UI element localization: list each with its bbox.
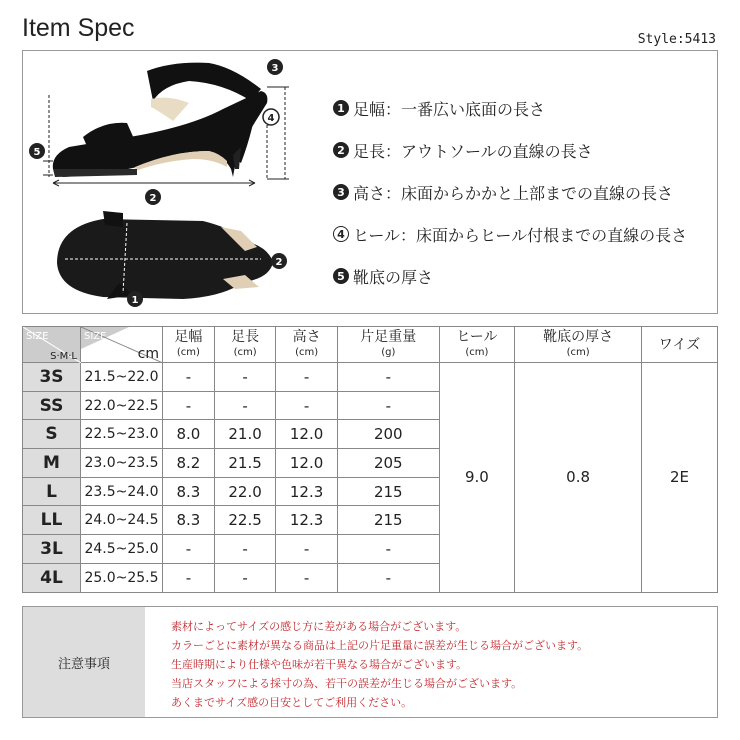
size-cell: L bbox=[23, 477, 81, 506]
marker-5-label: 5 bbox=[33, 147, 41, 158]
size-cell: 3S bbox=[23, 363, 81, 392]
size-cell: 3L bbox=[23, 535, 81, 564]
header-heel bbox=[439, 327, 514, 363]
header-foot-width bbox=[163, 327, 215, 363]
legend-number: 2 bbox=[333, 142, 349, 158]
measurement-legend bbox=[333, 87, 687, 297]
header-label: 足長 bbox=[231, 328, 260, 345]
legend-text: 靴底の厚さ bbox=[353, 267, 434, 287]
style-number: Style:5413 bbox=[637, 32, 716, 47]
legend-item bbox=[333, 129, 687, 171]
cm-range-cell: 21.5~22.0 bbox=[81, 363, 163, 392]
header-label: 足幅 bbox=[174, 328, 203, 345]
length-cell: - bbox=[214, 563, 276, 592]
height-cell: - bbox=[276, 391, 338, 420]
page-title: Item Spec bbox=[22, 14, 135, 42]
legend-text: 足長：アウトソールの直線の長さ bbox=[353, 141, 593, 161]
width-cell: 8.3 bbox=[163, 477, 215, 506]
corner-size-cm bbox=[81, 327, 163, 363]
height-cell: - bbox=[276, 535, 338, 564]
legend-item bbox=[333, 255, 687, 297]
length-cell: - bbox=[214, 363, 276, 392]
corner-diagonal-cm bbox=[81, 327, 163, 363]
corner-sml-text: S·M·L bbox=[50, 351, 77, 362]
header-sole-thickness bbox=[515, 327, 642, 363]
header-label: 片足重量 bbox=[360, 328, 417, 345]
width-cell: 8.2 bbox=[163, 449, 215, 478]
length-cell: 22.0 bbox=[214, 477, 276, 506]
table-header-row bbox=[23, 327, 718, 363]
width-cell: - bbox=[163, 391, 215, 420]
length-cell: - bbox=[214, 535, 276, 564]
cm-range-cell: 22.0~22.5 bbox=[81, 391, 163, 420]
weight-cell: 215 bbox=[337, 477, 439, 506]
cm-range-cell: 24.0~24.5 bbox=[81, 506, 163, 535]
corner-size2-text: SIZE bbox=[84, 331, 107, 342]
sole-bottom-view bbox=[57, 211, 273, 299]
height-cell: - bbox=[276, 363, 338, 392]
wise-cell: 2E bbox=[642, 363, 718, 593]
corner-cm-text: cm bbox=[137, 346, 159, 362]
marker-2-sole-label: 2 bbox=[275, 257, 283, 268]
length-cell: 22.5 bbox=[214, 506, 276, 535]
note-line: 素材によってサイズの感じ方に差がある場合がございます。 bbox=[171, 620, 467, 633]
size-cell: S bbox=[23, 420, 81, 449]
header-unit: (cm) bbox=[176, 346, 200, 358]
note-line: あくまでサイズ感の目安としてご利用ください。 bbox=[171, 696, 413, 709]
width-cell: - bbox=[163, 535, 215, 564]
marker-1-label: 1 bbox=[131, 295, 139, 306]
header-label: ワイズ bbox=[658, 336, 701, 353]
header-unit: (cm) bbox=[295, 346, 319, 358]
weight-cell: - bbox=[337, 535, 439, 564]
cm-range-cell: 25.0~25.5 bbox=[81, 563, 163, 592]
header-foot-length bbox=[214, 327, 276, 363]
cm-range-cell: 22.5~23.0 bbox=[81, 420, 163, 449]
width-cell: - bbox=[163, 363, 215, 392]
marker-2-side-label: 2 bbox=[149, 193, 157, 204]
notes-label: 注意事項 bbox=[23, 607, 145, 717]
legend-text: ヒール：床面からヒール付根までの直線の長さ bbox=[353, 225, 688, 245]
legend-number: 4 bbox=[333, 226, 349, 242]
sole-cell: 0.8 bbox=[515, 363, 642, 593]
height-cell: 12.3 bbox=[276, 506, 338, 535]
width-cell: - bbox=[163, 563, 215, 592]
note-line: カラーごとに素材が異なる商品は上記の片足重量に誤差が生じる場合がございます。 bbox=[171, 639, 589, 652]
cm-range-cell: 23.5~24.0 bbox=[81, 477, 163, 506]
weight-cell: - bbox=[337, 391, 439, 420]
legend-item bbox=[333, 87, 687, 129]
marker-3-label: 3 bbox=[271, 63, 279, 74]
weight-cell: 205 bbox=[337, 449, 439, 478]
size-cell: LL bbox=[23, 506, 81, 535]
cm-range-cell: 24.5~25.0 bbox=[81, 535, 163, 564]
length-cell: 21.0 bbox=[214, 420, 276, 449]
header-label: 靴底の厚さ bbox=[543, 328, 614, 345]
size-cell: SS bbox=[23, 391, 81, 420]
shoe-diagram bbox=[22, 50, 718, 314]
header-weight bbox=[337, 327, 439, 363]
width-cell: 8.0 bbox=[163, 420, 215, 449]
header-unit: (g) bbox=[381, 346, 396, 358]
corner-size-sml bbox=[23, 327, 81, 363]
weight-cell: 200 bbox=[337, 420, 439, 449]
notes-text bbox=[145, 607, 717, 717]
corner-diagonal bbox=[23, 327, 81, 363]
height-cell: 12.0 bbox=[276, 420, 338, 449]
note-line: 当店スタッフによる採寸の為、若干の誤差が生じる場合がございます。 bbox=[171, 677, 523, 690]
size-cell: M bbox=[23, 449, 81, 478]
note-line: 生産時期により仕様や色味が若干異なる場合がございます。 bbox=[171, 658, 468, 671]
height-cell: - bbox=[276, 563, 338, 592]
height-cell: 12.0 bbox=[276, 449, 338, 478]
side-view-shoe bbox=[53, 63, 268, 177]
header-unit: (cm) bbox=[566, 346, 590, 358]
heel-cell: 9.0 bbox=[439, 363, 514, 593]
header-label: ヒール bbox=[456, 328, 498, 345]
size-cell: 4L bbox=[23, 563, 81, 592]
length-cell: 21.5 bbox=[214, 449, 276, 478]
table-row bbox=[23, 363, 718, 392]
legend-text: 足幅：一番広い底面の長さ bbox=[353, 99, 546, 119]
notes-box bbox=[22, 606, 718, 718]
marker-4-label: 4 bbox=[267, 113, 275, 124]
weight-cell: - bbox=[337, 563, 439, 592]
weight-cell: - bbox=[337, 363, 439, 392]
header-label: 高さ bbox=[292, 328, 321, 345]
size-spec-table bbox=[22, 326, 718, 593]
corner-size-text: SIZE bbox=[26, 331, 49, 342]
header-wise bbox=[642, 327, 718, 363]
length-cell: - bbox=[214, 391, 276, 420]
legend-number: 5 bbox=[333, 268, 349, 284]
cm-range-cell: 23.0~23.5 bbox=[81, 449, 163, 478]
header-unit: (cm) bbox=[233, 346, 257, 358]
legend-item bbox=[333, 171, 687, 213]
legend-number: 3 bbox=[333, 184, 349, 200]
header-unit: (cm) bbox=[465, 346, 489, 358]
header-height bbox=[276, 327, 338, 363]
width-cell: 8.3 bbox=[163, 506, 215, 535]
height-cell: 12.3 bbox=[276, 477, 338, 506]
legend-number: 1 bbox=[333, 100, 349, 116]
legend-text: 高さ：床面からかかと上部までの直線の長さ bbox=[353, 183, 674, 203]
weight-cell: 215 bbox=[337, 506, 439, 535]
legend-item bbox=[333, 213, 687, 255]
